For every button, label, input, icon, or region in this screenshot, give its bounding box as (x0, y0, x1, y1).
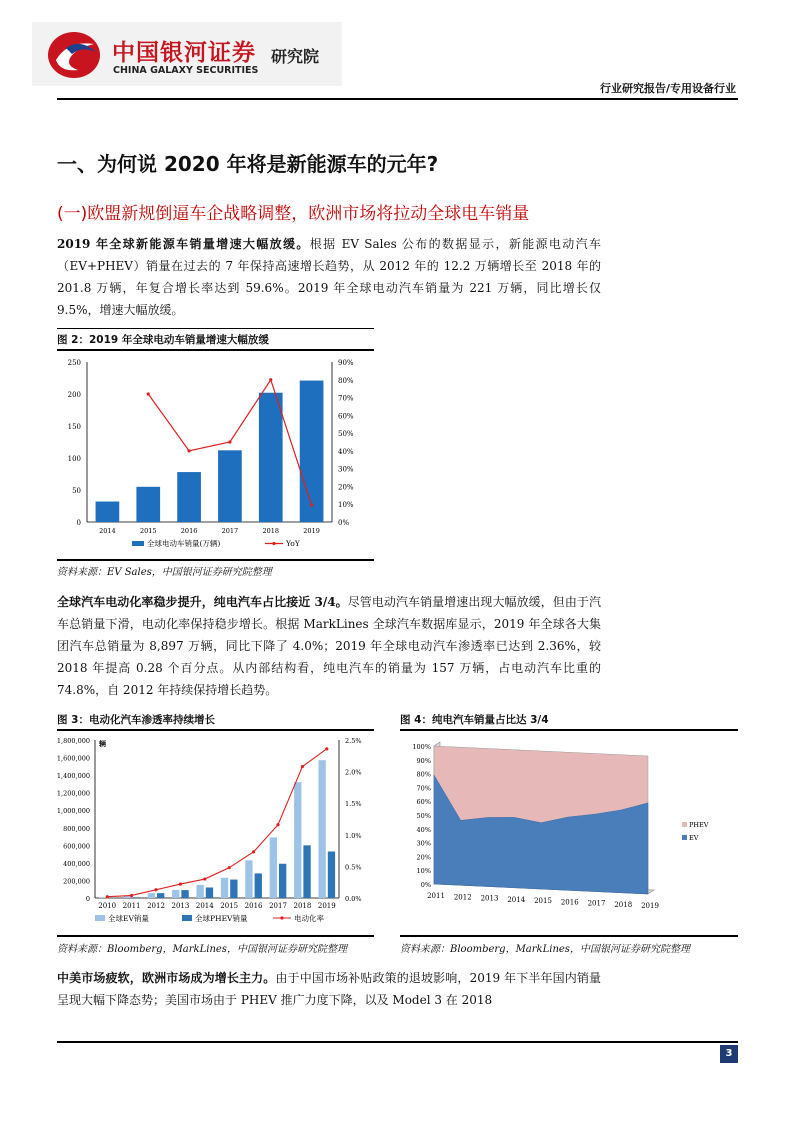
fig4-y-tick-label: 100% (412, 743, 431, 751)
fig3-ev-bar (294, 782, 301, 898)
fig3-x-tick-label: 2011 (122, 902, 141, 910)
report-category: 行业研究报告/专用设备行业 (599, 82, 736, 95)
fig4-y-tick-label: 70% (416, 784, 431, 793)
fig4-y-tick-label: 60% (416, 798, 431, 807)
fig3-ev-bar (221, 878, 228, 898)
fig3-ev-bar (270, 837, 277, 898)
header-logo (32, 22, 342, 86)
fig3-legend-rate-marker (280, 916, 283, 919)
fig3-phev-bar (328, 851, 335, 898)
fig2-right-tick-label: 10% (338, 501, 354, 510)
paragraph-2-lead: 全球汽车电动化率稳步提升，纯电汽车占比接近 3/4。 (57, 595, 348, 609)
fig3-rate-point (228, 866, 231, 869)
fig2-left-tick-label: 50 (72, 487, 81, 495)
fig3-x-tick-label: 2017 (269, 902, 287, 910)
fig3-left-tick-label: 1,200,000 (57, 789, 90, 798)
fig2-bar (136, 487, 160, 522)
fig4-y-tick-label: 10% (416, 867, 431, 876)
fig3-left-tick-label: 1,400,000 (57, 772, 90, 781)
paragraph-1-lead: 2019 年全球新能源车销量增速大幅放缓。 (57, 237, 310, 251)
fig4-source: 资料来源：Bloomberg，MarkLines，中国银河证券研究院整理 (400, 944, 690, 955)
fig3-left-tick-label: 600,000 (63, 842, 90, 851)
fig2-right-tick-label: 20% (338, 483, 354, 492)
fig3-ev-bar (318, 760, 325, 898)
fig2-right-tick-label: 90% (338, 359, 354, 367)
fig2-yoy-point (228, 440, 231, 443)
header-divider (57, 98, 738, 100)
fig2-legend-line-label: YoY (286, 539, 300, 548)
fig4-x-tick-label: 2014 (507, 895, 526, 904)
fig3-unit-annotation: 辆 (99, 739, 106, 748)
fig2-left-tick-label: 150 (67, 423, 81, 431)
fig2-x-tick-label: 2019 (303, 527, 320, 535)
fig3-rate-point (106, 895, 109, 898)
fig3-x-tick-label: 2015 (220, 902, 239, 910)
fig2-right-tick-label: 70% (338, 394, 354, 403)
fig3-x-tick-label: 2018 (293, 902, 312, 910)
fig2-yoy-point (310, 504, 313, 507)
fig2-left-tick-label: 200 (67, 391, 81, 399)
fig2-right-tick-label: 50% (338, 430, 354, 439)
fig2-bar (300, 381, 324, 522)
fig3-left-tick-label: 800,000 (63, 824, 90, 833)
fig3-rate-point (203, 877, 206, 880)
fig3-rate-point (325, 747, 328, 750)
fig3-rate-point (276, 823, 279, 826)
fig3-rate-point (179, 882, 182, 885)
fig4-y-tick-label: 30% (416, 839, 431, 848)
paragraph-3-body: 由于中国市场补贴政策的退坡影响，2019 年下半年国内销量呈现大幅下降态势；美国市场由于 PHEV 推广力度下降，以及 Model 3 在 2018 (57, 971, 601, 1007)
fig2-right-tick-label: 30% (338, 465, 354, 474)
fig3-phev-bar (157, 893, 164, 898)
fig4-legend-ev-label: EV (689, 834, 699, 842)
fig3-ev-bar (245, 860, 252, 898)
fig4-x-tick-label: 2018 (614, 900, 633, 909)
fig3-x-tick-label: 2012 (147, 902, 165, 910)
fig3-title-rule (57, 729, 374, 731)
fig3-x-tick-label: 2014 (195, 902, 214, 910)
fig3-right-tick-label: 2.5% (345, 737, 362, 745)
fig3-title: 图 3：电动化汽车渗透率持续增长 (57, 714, 215, 726)
fig4-chart (400, 732, 738, 932)
logo-english-name: CHINA GALAXY SECURITIES (113, 65, 259, 76)
fig2-right-tick-label: 40% (338, 447, 354, 456)
fig2-legend-bar-swatch (132, 541, 144, 546)
section-heading: 一、为何说 2020 年将是新能源车的元年? (57, 152, 439, 176)
fig3-phev-bar (303, 845, 310, 898)
fig4-x-tick-label: 2013 (480, 894, 499, 903)
fig3-legend-ev-swatch (95, 915, 105, 921)
fig3-left-tick-label: 200,000 (63, 877, 90, 886)
fig3-x-tick-label: 2016 (244, 902, 263, 910)
fig3-legend-rate-label: 电动化率 (294, 914, 324, 923)
paragraph-1-body: 根据 EV Sales 公布的数据显示，新能源电动汽车（EV+PHEV）销量在过去的 7 年保持高速增长趋势，从 2012 年的 12.2 万辆增长至 2018 年的 201.8 万辆，年复合增长率达到 59.6%。2019 年全球电动汽车销量为 221 万辆，同比增长仅 9.5%，增速大幅放缓。 (57, 237, 602, 317)
fig2-bottom-rule (57, 559, 374, 561)
fig4-y-tick-label: 40% (416, 825, 431, 834)
fig2-x-tick-label: 2014 (99, 527, 116, 535)
fig4-legend-phev-label: PHEV (689, 821, 709, 829)
page-number: 3 (720, 1045, 738, 1063)
fig2-bar (96, 502, 120, 522)
fig3-rate-point (130, 894, 133, 897)
footer-divider (57, 1041, 738, 1043)
logo-institute: 研究院 (271, 47, 320, 66)
fig4-legend-ev-swatch (682, 835, 687, 840)
fig3-right-tick-label: 0.0% (345, 895, 362, 903)
fig2-bar (259, 393, 283, 522)
fig3-left-tick-label: 0 (85, 895, 90, 903)
fig3-x-tick-label: 2013 (171, 902, 190, 910)
fig3-x-tick-label: 2019 (317, 902, 336, 910)
fig2-x-tick-label: 2015 (139, 527, 157, 535)
fig2-left-tick-label: 250 (67, 359, 81, 367)
fig2-yoy-point (269, 378, 272, 381)
paragraph-2-body: 尽管电动汽车销量增速出现大幅放缓，但由于汽车总销量下滑，电动化率保持稳步增长。根据 MarkLines 全球汽车数据库显示，2019 年全球各大集团汽车总销量为 8,897 万辆，同比下降了 4.0%；2019 年全球电动汽车渗透率已达到 2.36%，较 2018 年提高 0.28 个百分点。从内部结构看，纯电汽车的销量为 157 万辆，占电动汽车比重的 74.8%，自 2012 年持续保持增长趋势。 (57, 595, 601, 697)
fig3-right-tick-label: 0.5% (345, 863, 362, 872)
fig2-right-tick-label: 60% (338, 412, 354, 421)
fig3-left-tick-label: 1,800,000 (57, 737, 90, 745)
fig2-left-tick-label: 100 (67, 455, 81, 463)
fig3-right-tick-label: 2.0% (345, 768, 362, 777)
fig4-title-rule (400, 729, 738, 731)
fig3-rate-point (154, 888, 157, 891)
galaxy-logo-icon (46, 30, 102, 80)
logo-chinese-name: 中国银河证券 (112, 40, 256, 66)
fig2-title: 图 2：2019 年全球电动车销量增速大幅放缓 (57, 334, 269, 346)
fig3-rate-point (301, 765, 304, 768)
fig2-chart (57, 352, 374, 558)
fig2-title-rule (57, 349, 374, 351)
fig2-legend-bar-label: 全球电动车销量(万辆) (147, 539, 221, 548)
fig2-legend-line-marker (272, 542, 275, 545)
fig3-ev-bar (99, 897, 106, 898)
fig4-bottom-rule (400, 935, 738, 937)
fig2-x-tick-label: 2018 (262, 527, 280, 535)
fig4-y-tick-label: 80% (416, 770, 431, 779)
fig3-rate-line (107, 749, 327, 897)
fig3-phev-bar (230, 880, 237, 898)
fig2-right-tick-label: 0% (338, 519, 350, 527)
fig2-bar (218, 450, 242, 522)
fig4-x-tick-label: 2017 (587, 899, 606, 908)
fig2-top-rule (57, 328, 374, 329)
fig3-legend-ev-label: 全球EV销量 (108, 914, 149, 923)
fig4-x-tick-label: 2015 (534, 897, 552, 905)
fig4-y-tick-label: 50% (416, 812, 431, 820)
fig3-phev-bar (181, 890, 188, 898)
fig4-x-tick-label: 2011 (427, 892, 445, 900)
fig2-left-tick-label: 0 (76, 519, 81, 527)
fig3-chart (57, 732, 374, 932)
paragraph-3 (57, 967, 601, 1011)
paragraph-1 (57, 233, 601, 321)
fig3-left-tick-label: 400,000 (63, 859, 90, 868)
fig4-y-tick-label: 0% (420, 881, 431, 889)
fig2-right-tick-label: 80% (338, 376, 354, 385)
fig3-ev-bar (196, 885, 203, 898)
fig3-left-tick-label: 1,600,000 (57, 754, 90, 763)
fig3-legend-phev-swatch (182, 915, 192, 921)
fig2-x-tick-label: 2016 (180, 527, 198, 535)
fig3-phev-bar (133, 897, 140, 898)
fig4-legend-phev-swatch (682, 822, 687, 827)
fig4-x-tick-label: 2019 (641, 902, 659, 910)
fig4-x-tick-label: 2016 (560, 898, 579, 907)
paragraph-3-lead: 中美市场疲软，欧洲市场成为增长主力。 (57, 971, 276, 985)
fig3-ev-bar (172, 890, 179, 898)
subsection-heading: (一)欧盟新规倒逼车企战略调整，欧洲市场将拉动全球电车销量 (57, 204, 530, 224)
fig3-legend-phev-label: 全球PHEV销量 (195, 914, 248, 923)
fig4-x-tick-label: 2012 (453, 893, 472, 902)
fig2-bar (177, 472, 201, 522)
fig2-yoy-point (187, 449, 190, 452)
fig4-y-tick-label: 20% (416, 853, 431, 862)
fig3-phev-bar (279, 864, 286, 898)
fig3-ev-bar (123, 896, 130, 898)
fig4-title: 图 4：纯电汽车销量占比达 3/4 (400, 714, 549, 726)
fig3-source: 资料来源：Bloomberg，MarkLines，中国银河证券研究院整理 (57, 944, 347, 955)
fig2-x-tick-label: 2017 (221, 527, 239, 535)
paragraph-2 (57, 591, 601, 701)
fig3-right-tick-label: 1.0% (345, 831, 362, 840)
fig3-x-tick-label: 2010 (98, 902, 117, 910)
fig3-right-tick-label: 1.5% (345, 800, 362, 809)
fig3-phev-bar (206, 887, 213, 898)
fig2-yoy-point (147, 392, 150, 395)
fig2-source: 资料来源：EV Sales，中国银河证券研究院整理 (57, 567, 272, 578)
fig3-phev-bar (255, 873, 262, 898)
fig3-left-tick-label: 1,000,000 (57, 807, 90, 816)
fig3-ev-bar (148, 893, 155, 898)
fig3-rate-point (252, 850, 255, 853)
fig3-bottom-rule (57, 935, 374, 937)
fig4-y-tick-label: 90% (416, 756, 431, 765)
